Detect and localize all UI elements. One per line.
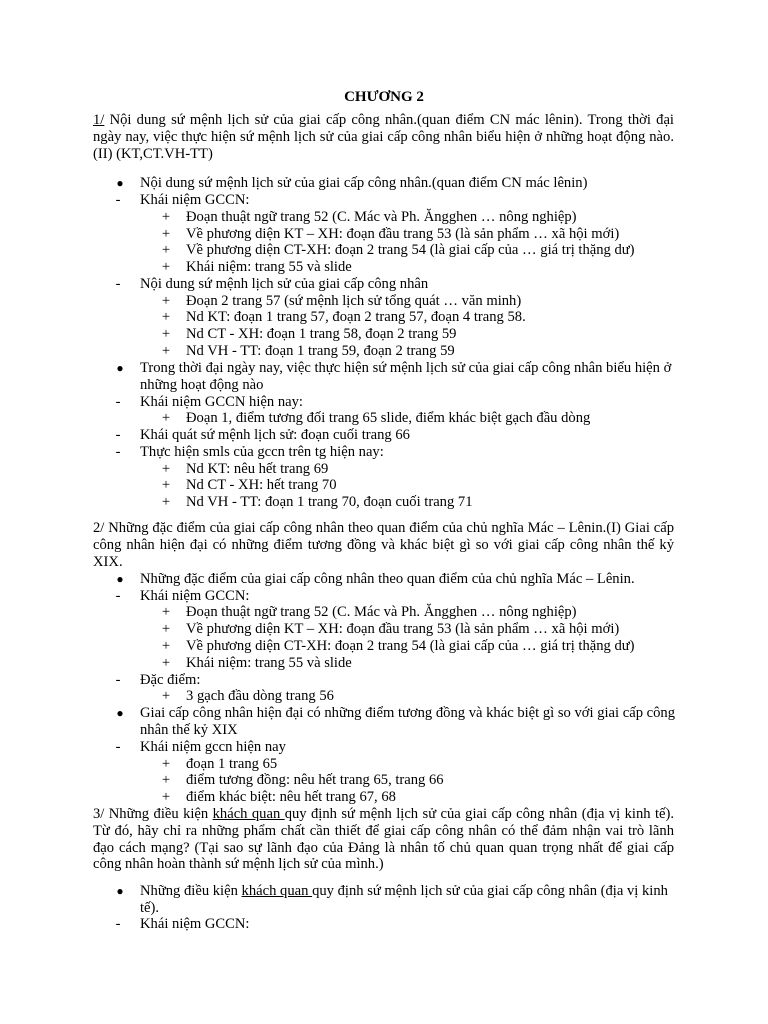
- list-item-text: Về phương diện KT – XH: đoạn đầu trang 53 (là sản phẩm … xã hội mới): [186, 226, 620, 242]
- list-item-text: Về phương diện CT-XH: đoạn 2 trang 54 (là giai cấp của … giá trị thặng dư): [186, 638, 635, 654]
- chapter-title: CHƯƠNG 2: [344, 89, 424, 105]
- list-item-text: Đoạn 2 trang 57 (sứ mệnh lịch sử tổng quát … văn minh): [186, 293, 522, 309]
- dash-marker: -: [115, 444, 121, 460]
- plus-marker: +: [161, 259, 171, 275]
- dash-marker: -: [115, 916, 121, 932]
- list-item-text: Nội dung sứ mệnh lịch sử của giai cấp công nhân: [140, 276, 429, 292]
- plus-marker: +: [161, 655, 171, 671]
- question-3: [93, 806, 674, 873]
- list-item-text: Đoạn 1, điểm tương đối trang 65 slide, điểm khác biệt gạch đầu dòng: [186, 410, 591, 426]
- bullet-marker: ●: [116, 176, 124, 190]
- list-item-text: Khái quát sứ mệnh lịch sử: đoạn cuối trang 66: [140, 427, 410, 443]
- question-1: [93, 112, 674, 162]
- bullet-marker: ●: [116, 884, 124, 898]
- list-item-text: Khái niệm GCCN:: [140, 588, 250, 604]
- plus-marker: +: [161, 293, 171, 309]
- plus-marker: +: [161, 209, 171, 225]
- list-item-text: Đoạn thuật ngữ trang 52 (C. Mác và Ph. Ăngghen … nông nghiệp): [186, 209, 577, 225]
- list-item-text: Những đặc điểm của giai cấp công nhân theo quan điểm của chủ nghĩa Mác – Lênin.: [140, 571, 635, 587]
- list-item-text: Khái niệm GCCN hiện nay:: [140, 394, 303, 410]
- question-3-text-start: 3/ Những điều kiện: [93, 806, 213, 822]
- list-item-text: Giai cấp công nhân hiện đại có những điểm tương đồng và khác biệt gì so với giai cấp công nhân thế kỷ XIX: [140, 705, 676, 738]
- plus-marker: +: [161, 461, 171, 477]
- list-item-text-start: Những điều kiện: [140, 883, 242, 899]
- list-item-text: Nd KT: đoạn 1 trang 57, đoạn 2 trang 57, đoạn 4 trang 58.: [186, 309, 526, 325]
- list-item-text: điểm tương đồng: nêu hết trang 65, trang 66: [186, 772, 444, 788]
- bullet-marker: ●: [116, 572, 124, 586]
- list-item-text: Nd VH - TT: đoạn 1 trang 59, đoạn 2 trang 59: [186, 343, 455, 359]
- list-item-text: Đoạn thuật ngữ trang 52 (C. Mác và Ph. Ăngghen … nông nghiệp): [186, 604, 577, 620]
- list-item-text: Nd VH - TT: đoạn 1 trang 70, đoạn cuối trang 71: [186, 494, 473, 510]
- list-item-text: 3 gạch đầu dòng trang 56: [186, 688, 334, 704]
- list-item-text: Khái niệm GCCN:: [140, 192, 250, 208]
- question-3-text-end: quy định sứ mệnh lịch sử của giai cấp công nhân (địa vị kinh tế). Từ đó, hãy chỉ ra những phẩm chất cần thiết để giai cấp công nhân có thể đảm nhận vai trò lãnh đạo cách mạng? (Tại sao sự lãnh đạo của Đảng là nhân tố chủ quan quan trọng nhất để giai cấp công nhân hoàn thành sứ mệnh lịch sử của mình.): [93, 806, 675, 873]
- question-1-text: Nội dung sứ mệnh lịch sử của giai cấp công nhân.(quan điểm CN mác lênin). Trong thời đại ngày nay, việc thực hiện sứ mệnh lịch sử của giai cấp công nhân biểu hiện ở những hoạt động nào.(II) (KT,CT.VH-TT): [93, 112, 674, 162]
- list-item-text: [140, 883, 675, 917]
- list-item-text: Nội dung sứ mệnh lịch sử của giai cấp công nhân.(quan điểm CN mác lênin): [140, 175, 588, 191]
- list-item-text: Thực hiện smls của gccn trên tg hiện nay:: [140, 444, 384, 460]
- plus-marker: +: [161, 638, 171, 654]
- plus-marker: +: [161, 477, 171, 493]
- dash-marker: -: [115, 588, 121, 604]
- list-item-text: Nd KT: nêu hết trang 69: [186, 461, 329, 477]
- plus-marker: +: [161, 410, 171, 426]
- question-2: 2/ Những đặc điểm của giai cấp công nhân theo quan điểm của chủ nghĩa Mác – Lênin.(I) Giai cấp công nhân hiện đại có những điểm tương đồng và khác biệt gì so với giai cấp công nhân thế kỷ XIX.: [93, 520, 674, 570]
- question-1-number: 1/: [93, 112, 105, 128]
- bullet-marker: ●: [116, 706, 124, 720]
- list-item-text: Về phương diện KT – XH: đoạn đầu trang 53 (là sản phẩm … xã hội mới): [186, 621, 620, 637]
- list-item-text: điểm khác biệt: nêu hết trang 67, 68: [186, 789, 396, 805]
- plus-marker: +: [161, 688, 171, 704]
- list-item-text: Nd CT - XH: đoạn 1 trang 58, đoạn 2 trang 59: [186, 326, 457, 342]
- list-item-text: đoạn 1 trang 65: [186, 756, 278, 772]
- plus-marker: +: [161, 621, 171, 637]
- list-item-text: Khái niệm gccn hiện nay: [140, 739, 286, 755]
- plus-marker: +: [161, 226, 171, 242]
- bullet-marker: ●: [116, 361, 124, 375]
- list-item-text: Trong thời đại ngày nay, việc thực hiện sứ mệnh lịch sử của giai cấp công nhân biểu hiện ở những hoạt động nào: [140, 360, 672, 393]
- plus-marker: +: [161, 494, 171, 510]
- dash-marker: -: [115, 739, 121, 755]
- plus-marker: +: [161, 789, 171, 805]
- plus-marker: +: [161, 309, 171, 325]
- plus-marker: +: [161, 326, 171, 342]
- list-item-text: Về phương diện CT-XH: đoạn 2 trang 54 (là giai cấp của … giá trị thặng dư): [186, 242, 635, 258]
- dash-marker: -: [115, 276, 121, 292]
- plus-marker: +: [161, 604, 171, 620]
- list-item-text-end: quy định sứ mệnh lịch sử của giai cấp công nhân (địa vị kinh tế).: [140, 883, 668, 916]
- dash-marker: -: [115, 427, 121, 443]
- list-item-text: Khái niệm: trang 55 và slide: [186, 655, 352, 671]
- plus-marker: +: [161, 756, 171, 772]
- plus-marker: +: [161, 343, 171, 359]
- list-item-text: Đặc điểm:: [140, 672, 201, 688]
- list-item-text: Khái niệm GCCN:: [140, 916, 250, 932]
- dash-marker: -: [115, 672, 121, 688]
- list-item-underlined: khách quan: [241, 883, 313, 899]
- question-3-underlined: khách quan: [212, 806, 285, 822]
- list-item-text: Nd CT - XH: hết trang 70: [186, 477, 337, 493]
- plus-marker: +: [161, 242, 171, 258]
- dash-marker: -: [115, 192, 121, 208]
- dash-marker: -: [115, 394, 121, 410]
- list-item-text: Khái niệm: trang 55 và slide: [186, 259, 352, 275]
- plus-marker: +: [161, 772, 171, 788]
